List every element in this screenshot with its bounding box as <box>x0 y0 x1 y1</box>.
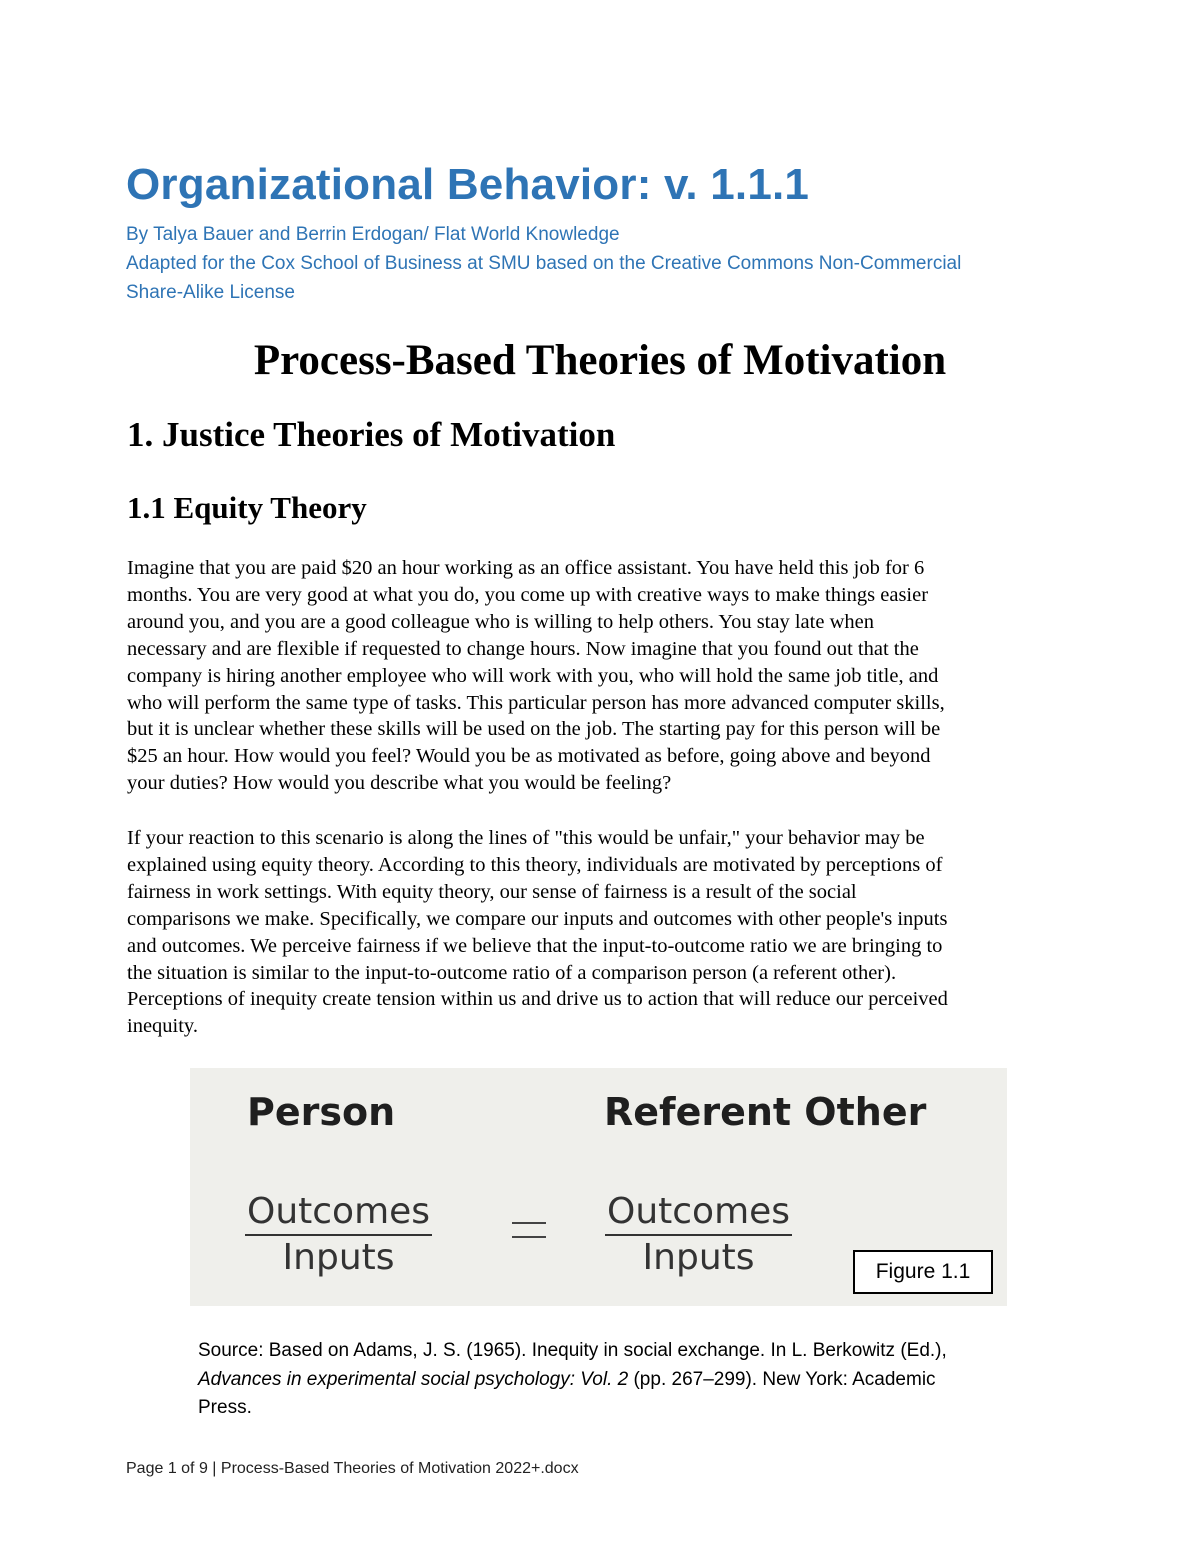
equals-sign <box>512 1222 546 1238</box>
person-inputs: Inputs <box>282 1237 395 1278</box>
figure-label: Figure 1.1 <box>853 1250 993 1294</box>
source-pages: (pp. 267–299). New York: Academic <box>628 1368 936 1390</box>
text-line: but it is unclear whether these skills will be used on the job. The starting pay for this person will be <box>127 718 941 741</box>
byline <box>126 220 1086 307</box>
text-line: your duties? How would you describe what you would be feeling? <box>127 772 672 795</box>
text-line: around you, and you are a good colleague who is willing to help others. You stay late when <box>127 610 874 633</box>
paragraph-scenario <box>127 555 1087 797</box>
source-line: Press. <box>198 1397 252 1418</box>
source-book-title: Advances in experimental social psychology: Vol. 2 <box>198 1368 629 1390</box>
referent-outcomes: Outcomes <box>605 1192 792 1236</box>
text-line: inequity. <box>127 1015 198 1038</box>
paragraph-equity-theory <box>127 825 1087 1040</box>
person-outcomes: Outcomes <box>245 1192 432 1236</box>
subsection-heading: 1.1 Equity Theory <box>127 490 367 525</box>
document-title: Organizational Behavior: v. 1.1.1 <box>126 160 810 209</box>
text-line: necessary and are flexible if requested to change hours. Now imagine that you found out that the <box>127 637 919 660</box>
byline-license: Share-Alike License <box>126 282 295 303</box>
text-line: months. You are very good at what you do, you come up with creative ways to make things easier <box>127 583 929 606</box>
source-line <box>198 1366 1078 1395</box>
text-line: company is hiring another employee who will work with you, who will hold the same job title, and <box>127 664 939 687</box>
page-footer: Page 1 of 9 | Process-Based Theories of Motivation 2022+.docx <box>126 1460 579 1477</box>
text-line: If your reaction to this scenario is along the lines of "this would be unfair," your behavior may be <box>127 827 925 849</box>
referent-ratio <box>605 1192 792 1280</box>
byline-adapted: Adapted for the Cox School of Business at SMU based on the Creative Commons Non-Commercial <box>126 253 962 274</box>
byline-authors: By Talya Bauer and Berrin Erdogan/ Flat World Knowledge <box>126 224 620 245</box>
text-line: who will perform the same type of tasks. This particular person has more advanced computer skills, <box>127 691 945 714</box>
text-line: the situation is similar to the input-to-outcome ratio of a comparison person (a referent other). <box>127 961 897 984</box>
text-line: fairness in work settings. With equity theory, our sense of fairness is a result of the social <box>127 880 857 903</box>
figure-referent-label: Referent Other <box>604 1090 927 1134</box>
text-line: comparisons we make. Specifically, we compare our inputs and outcomes with other people's inputs <box>127 907 948 930</box>
source-line: Source: Based on Adams, J. S. (1965). Inequity in social exchange. In L. Berkowitz (Ed.), <box>198 1340 947 1361</box>
text-line: and outcomes. We perceive fairness if we believe that the input-to-outcome ratio we are bringing to <box>127 934 943 957</box>
person-ratio <box>245 1192 432 1280</box>
chapter-heading: Process-Based Theories of Motivation <box>253 337 947 384</box>
text-line: Imagine that you are paid $20 an hour working as an office assistant. You have held this job for 6 <box>127 557 925 579</box>
figure-source <box>198 1337 1078 1423</box>
text-line: $25 an hour. How would you feel? Would you be as motivated as before, going above and beyond <box>127 745 931 768</box>
referent-inputs: Inputs <box>642 1237 755 1278</box>
equity-figure <box>190 1068 1007 1306</box>
figure-person-label: Person <box>247 1090 396 1134</box>
text-line: explained using equity theory. According to this theory, individuals are motivated by perceptions of <box>127 853 943 876</box>
section-heading: 1. Justice Theories of Motivation <box>127 415 616 454</box>
text-line: Perceptions of inequity create tension within us and drive us to action that will reduce our perceived <box>127 988 948 1011</box>
